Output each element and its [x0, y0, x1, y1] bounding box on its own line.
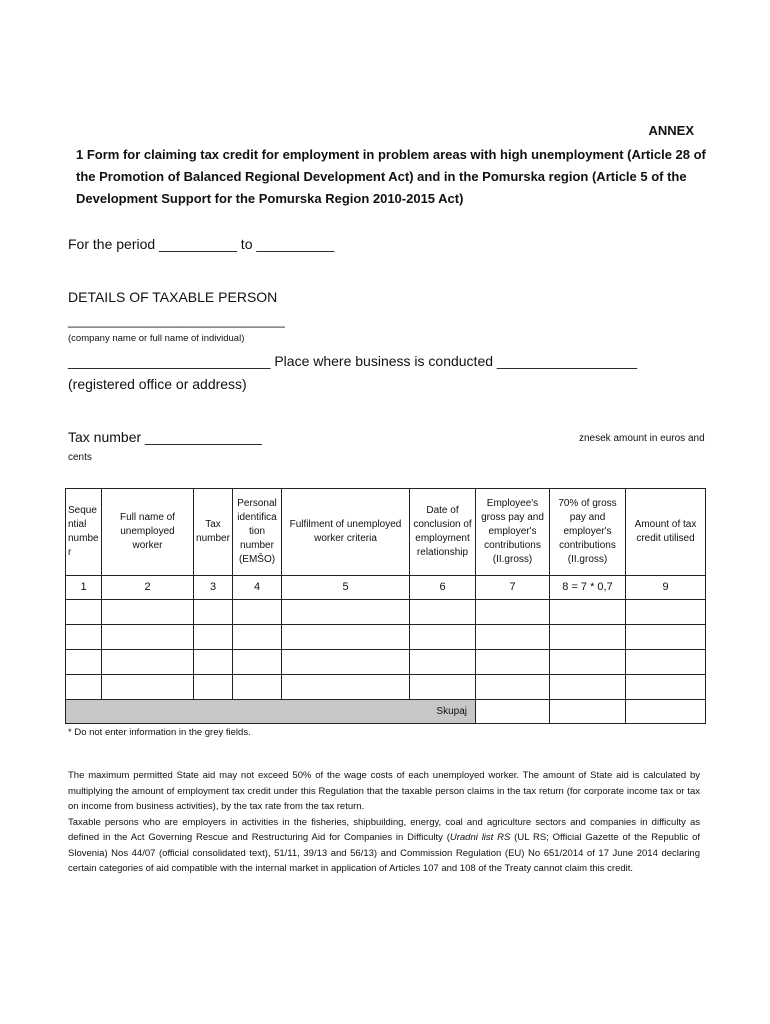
table-cell[interactable] [626, 650, 706, 675]
col-header-sequential: Seque ntial numbe r [66, 489, 102, 576]
table-cell[interactable] [66, 650, 102, 675]
table-cell[interactable] [102, 600, 194, 625]
col-header-emso: Personal identifica tion number (EMŠO) [233, 489, 282, 576]
table-cell[interactable] [194, 675, 233, 700]
table-cell[interactable] [282, 600, 410, 625]
table-cell[interactable] [476, 650, 550, 675]
explanatory-text [68, 768, 700, 877]
period-field: For the period __________ to __________ [68, 236, 335, 252]
table-cell[interactable] [476, 675, 550, 700]
table-cell[interactable] [194, 600, 233, 625]
grey-fields-note: * Do not enter information in the grey fields. [68, 727, 251, 738]
table-cell[interactable] [66, 625, 102, 650]
col-header-full-name: Full name of unemployed worker [102, 489, 194, 576]
total-70-cell[interactable] [550, 700, 626, 724]
table-row [66, 675, 706, 700]
col-number: 1 [66, 576, 102, 600]
exclusions-text-start: Taxable persons who are employers in activities in the fisheries, shipbuilding, energy, coal and agriculture sectors and companies in difficulty as defined in the Act Governing Rescue and Restructuring Aid for Companies in Difficulty ( [68, 816, 700, 843]
col-header-gross-pay: Employee's gross pay and employer's contributions (II.gross) [476, 489, 550, 576]
table-cell[interactable] [410, 600, 476, 625]
col-header-70-percent: 70% of gross pay and employer's contributions (II.gross) [550, 489, 626, 576]
col-header-date: Date of conclusion of employment relationship [410, 489, 476, 576]
col-header-criteria: Fulfilment of unemployed worker criteria [282, 489, 410, 576]
header-row [66, 489, 706, 576]
table-cell[interactable] [550, 600, 626, 625]
table-row [66, 600, 706, 625]
uradni-list-italic: Uradni list RS [449, 832, 511, 843]
form-title: 1 Form for claiming tax credit for employment in problem areas with high unemployment (Article 28 of the Promotion of Balanced Regional Development Act) and in the Pomurska region (Article 5 of the Development Support for the Pomurska Region 2010-2015 Act) [76, 147, 706, 206]
table-cell[interactable] [233, 650, 282, 675]
table-cell[interactable] [233, 600, 282, 625]
table-cell[interactable] [410, 675, 476, 700]
col-header-tax-number: Tax number [194, 489, 233, 576]
details-heading: DETAILS OF TAXABLE PERSON [68, 289, 278, 305]
table-row [66, 650, 706, 675]
table-cell[interactable] [476, 600, 550, 625]
table-cell[interactable] [626, 675, 706, 700]
amount-note: znesek amount in euros and [579, 433, 705, 444]
tax-number-field: Tax number _______________ [68, 429, 262, 445]
table-cell[interactable] [233, 675, 282, 700]
col-number: 8 = 7 * 0,7 [550, 576, 626, 600]
table-cell[interactable] [550, 675, 626, 700]
total-label: Skupaj [66, 700, 476, 724]
number-row [66, 576, 706, 600]
registered-office-hint: (registered office or address) [68, 376, 247, 392]
total-row [66, 700, 706, 724]
place-of-business-field: __________________________ Place where business is conducted __________________ [68, 353, 638, 369]
table-cell[interactable] [102, 625, 194, 650]
table-cell[interactable] [102, 650, 194, 675]
cents-note: cents [68, 452, 92, 463]
table-cell[interactable] [102, 675, 194, 700]
table-cell[interactable] [194, 650, 233, 675]
table-cell[interactable] [233, 625, 282, 650]
col-header-amount: Amount of tax credit utilised [626, 489, 706, 576]
table-cell[interactable] [282, 675, 410, 700]
table-cell[interactable] [626, 600, 706, 625]
col-number: 7 [476, 576, 550, 600]
annex-label: ANNEX [648, 123, 694, 138]
name-hint: (company name or full name of individual) [68, 333, 245, 344]
total-gross-cell[interactable] [476, 700, 550, 724]
name-line: ______________________________ [68, 313, 285, 328]
tax-credit-table [65, 488, 706, 724]
table-cell[interactable] [282, 625, 410, 650]
col-number: 6 [410, 576, 476, 600]
table-row [66, 625, 706, 650]
state-aid-paragraph: The maximum permitted State aid may not exceed 50% of the wage costs of each unemployed worker. The amount of State aid is calculated by multiplying the amount of employment tax credit under this Regulation that the taxable person claims in the tax return (for corporate income tax or tax on income from business activities), by the tax rate from the tax return. [68, 770, 700, 812]
exclusions-text-end: (UL RS; Official Gazette of the Republic of Slovenia) Nos 44/07 (official consolidated text), 51/11, 39/13 and 56/13) and Commission Regulation (EU) No 651/2014 of 17 June 2014 declaring certain categories of aid compatible with the internal market in application of Articles 107 and 108 of the Treaty cannot claim this credit. [68, 832, 700, 874]
col-number: 4 [233, 576, 282, 600]
col-number: 3 [194, 576, 233, 600]
total-amount-cell[interactable] [626, 700, 706, 724]
table-cell[interactable] [550, 650, 626, 675]
table-cell[interactable] [66, 600, 102, 625]
table-cell[interactable] [476, 625, 550, 650]
table-cell[interactable] [194, 625, 233, 650]
col-number: 9 [626, 576, 706, 600]
exclusions-paragraph [68, 815, 700, 877]
table-cell[interactable] [282, 650, 410, 675]
table-cell[interactable] [410, 650, 476, 675]
col-number: 5 [282, 576, 410, 600]
table-cell[interactable] [66, 675, 102, 700]
table-cell[interactable] [550, 625, 626, 650]
table-cell[interactable] [626, 625, 706, 650]
col-number: 2 [102, 576, 194, 600]
table-cell[interactable] [410, 625, 476, 650]
